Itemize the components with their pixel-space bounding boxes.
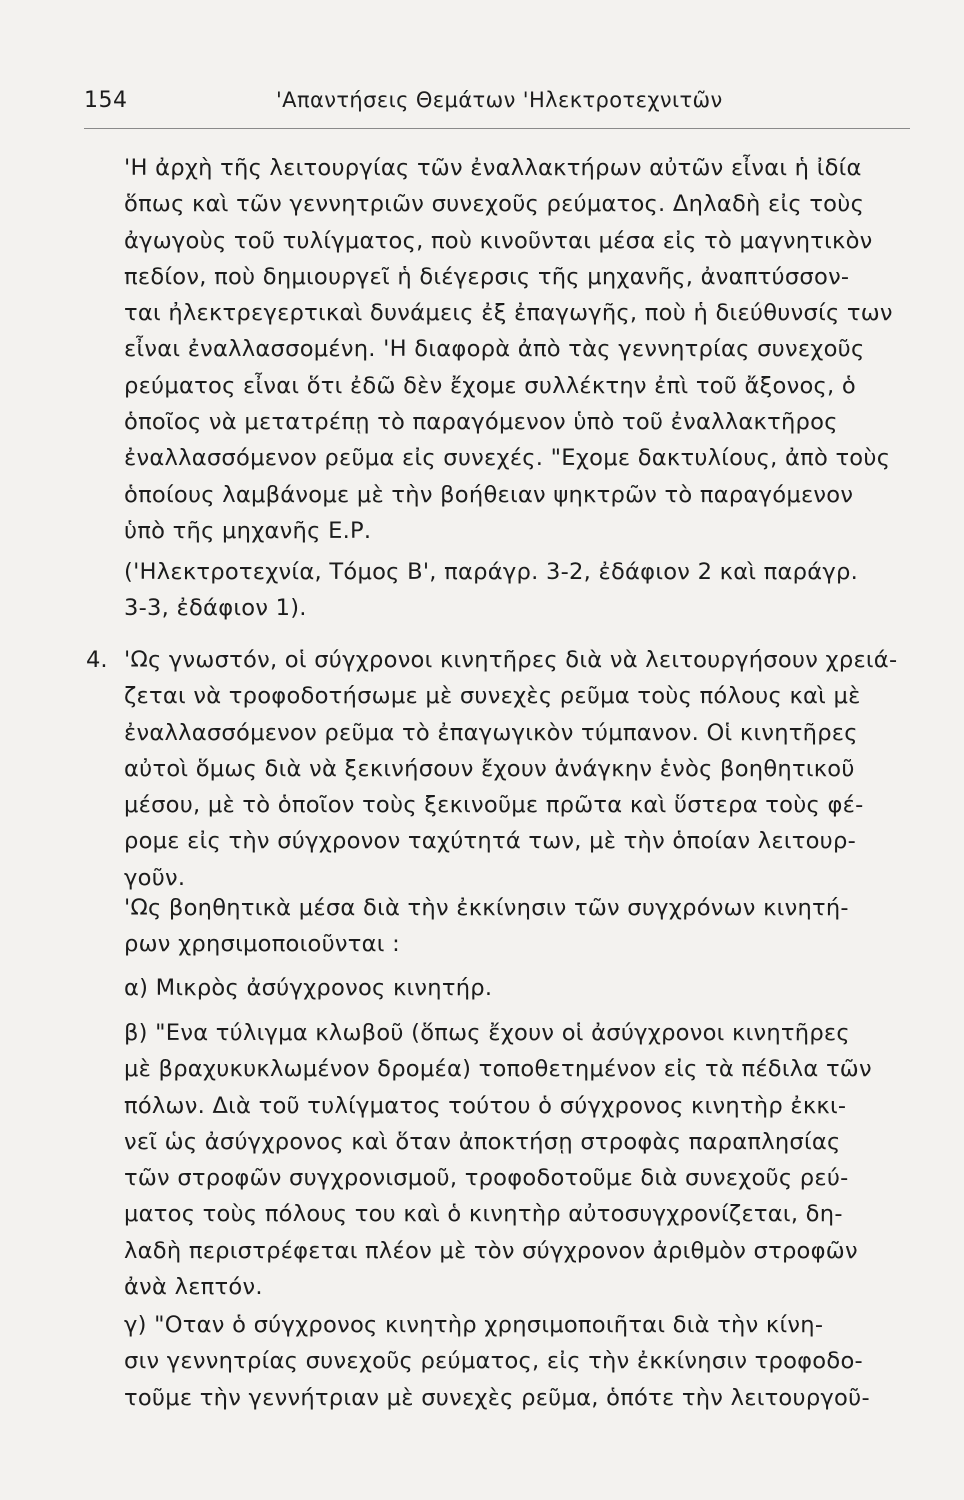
page-number: 154	[84, 88, 128, 113]
text-line: αὐτοὶ ὅμως διὰ νὰ ξεκινήσουν ἔχουν ἀνάγκην ἑνὸς βοηθητικοῦ	[124, 755, 855, 782]
text-line: ρομε εἰς τὴν σύγχρονον ταχύτητά των, μὲ τὴν ὁποίαν λειτουρ-	[124, 828, 856, 855]
text-line: α) Μικρὸς ἀσύγχρονος κινητήρ.	[124, 975, 493, 1001]
text-line: λαδὴ περιστρέφεται πλέον μὲ τὸν σύγχρονον ἀριθμὸν στροφῶν	[124, 1237, 858, 1264]
aux-intro-paragraph	[124, 890, 924, 963]
text-line: 3-3, ἐδάφιον 1).	[124, 595, 307, 622]
text-line: ἐναλλασσόμενον ρεῦμα εἰς συνεχές. "Εχομε δακτυλίους, ἀπὸ τοὺς	[124, 445, 891, 472]
text-line: γοῦν.	[124, 864, 186, 891]
text-line: ρων χρησιμοποιοῦνται :	[124, 931, 400, 958]
text-line: ἀγωγοὺς τοῦ τυλίγματος, ποὺ κινοῦνται μέσα εἰς τὸ μαγνητικὸν	[124, 227, 873, 254]
page-header	[84, 88, 914, 124]
text-line: ται ἠλεκτρεγερτικαὶ δυνάμεις ἐξ ἐπαγωγῆς, ποὺ ἡ διεύθυνσίς των	[124, 300, 893, 327]
header-rule	[84, 128, 910, 129]
text-line: ματος τοὺς πόλους του καὶ ὁ κινητὴρ αὐτοσυγχρονίζεται, δη-	[124, 1201, 843, 1228]
text-line: πόλων. Διὰ τοῦ τυλίγματος τούτου ὁ σύγχρονος κινητὴρ ἐκκι-	[124, 1092, 847, 1119]
paragraph-1	[124, 150, 924, 549]
text-line: β) "Ενα τύλιγμα κλωβοῦ (ὅπως ἔχουν οἱ ἀσύγχρονοι κινητῆρες	[124, 1020, 850, 1046]
text-line: ὁποῖος νὰ μετατρέπῃ τὸ παραγόμενον ὑπὸ τοῦ ἐναλλακτῆρος	[124, 409, 838, 436]
text-line: ἐναλλασσόμενον ρεῦμα τὸ ἐπαγωγικὸν τύμπανον. Οἱ κινητῆρες	[124, 719, 858, 746]
text-line: ὑπὸ τῆς μηχανῆς Ε.Ρ.	[124, 517, 372, 544]
text-line: ζεται νὰ τροφοδοτήσωμε μὲ συνεχὲς ρεῦμα τοὺς πόλους καὶ μὲ	[124, 683, 861, 710]
list-item-a	[124, 970, 924, 1006]
list-item-b	[124, 1015, 924, 1305]
text-line: ρεύματος εἶναι ὅτι ἐδῶ δὲν ἔχομε συλλέκτην ἐπὶ τοῦ ἄξονος, ὁ	[124, 372, 856, 399]
running-title: 'Απαντήσεις Θεμάτων 'Ηλεκτροτεχνιτῶν	[276, 88, 723, 112]
text-line: ὁποίους λαμβάνομε μὲ τὴν βοήθειαν ψηκτρῶν τὸ παραγόμενον	[124, 481, 854, 508]
text-line: 'Η ἀρχὴ τῆς λειτουργίας τῶν ἐναλλακτήρων αὐτῶν εἶναι ἡ ἰδία	[124, 155, 862, 181]
text-line: 'Ως γνωστόν, οἱ σύγχρονοι κινητῆρες διὰ νὰ λειτουργήσουν χρειά-	[124, 647, 898, 673]
list-item-c	[124, 1307, 924, 1416]
text-line: νεῖ ὡς ἀσύγχρονος καὶ ὅταν ἀποκτήσῃ στροφὰς παραπλησίας	[124, 1128, 841, 1155]
text-line: γ) "Οταν ὁ σύγχρονος κινητὴρ χρησιμοποιῆται διὰ τὴν κίνη-	[124, 1312, 824, 1338]
text-line: τῶν στροφῶν συγχρονισμοῦ, τροφοδοτοῦμε διὰ συνεχοῦς ρεύ-	[124, 1165, 849, 1192]
text-line: σιν γεννητρίας συνεχοῦς ρεύματος, εἰς τὴν ἐκκίνησιν τροφοδο-	[124, 1348, 863, 1375]
text-line: πεδίον, ποὺ δημιουργεῖ ἡ διέγερσις τῆς μηχανῆς, ἀναπτύσσον-	[124, 263, 850, 290]
text-line: μὲ βραχυκυκλωμένον δρομέα) τοποθετημένον εἰς τὰ πέδιλα τῶν	[124, 1056, 872, 1083]
text-line: εἶναι ἐναλλασσομένη. 'Η διαφορὰ ἀπὸ τὰς γεννητρίας συνεχοῦς	[124, 336, 865, 363]
question-4	[86, 642, 924, 896]
reference-paragraph	[124, 554, 924, 627]
text-line: ('Ηλεκτροτεχνία, Τόμος Β', παράγρ. 3-2, ἐδάφιον 2 καὶ παράγρ.	[124, 559, 859, 585]
text-line: τοῦμε τὴν γεννήτριαν μὲ συνεχὲς ρεῦμα, ὁπότε τὴν λειτουργοῦ-	[124, 1384, 870, 1411]
text-line: 'Ως βοηθητικὰ μέσα διὰ τὴν ἐκκίνησιν τῶν συγχρόνων κινητή-	[124, 895, 849, 921]
text-line: ἀνὰ λεπτόν.	[124, 1274, 263, 1301]
text-line: μέσου, μὲ τὸ ὁποῖον τοὺς ξεκινοῦμε πρῶτα καὶ ὕστερα τοὺς φέ-	[124, 792, 864, 819]
text-line: ὅπως καὶ τῶν γεννητριῶν συνεχοῦς ρεύματος. Δηλαδὴ εἰς τοὺς	[124, 191, 865, 218]
question-number: 4.	[86, 647, 108, 673]
